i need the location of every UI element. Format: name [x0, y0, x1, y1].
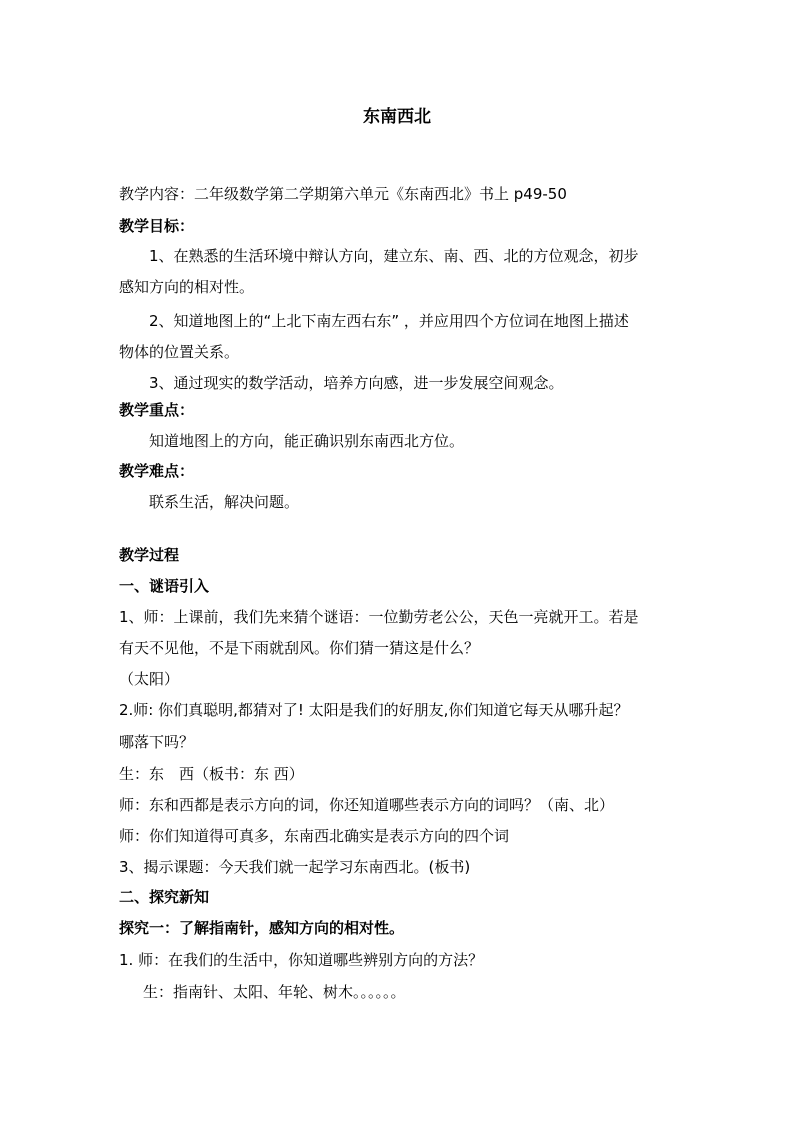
objective-1-line-1: 1、在熟悉的生活环境中辩认方向，建立东、南、西、北的方位观念，初步: [149, 247, 639, 265]
objectives-heading: 教学目标：: [119, 217, 195, 235]
key-points-text: 知道地图上的方向，能正确识别东南西北方位。: [149, 432, 465, 450]
teacher-question-line: 师：东和西都是表示方向的词，你还知道哪些表示方向的词吗？（南、北）: [119, 796, 615, 814]
exploration-1-heading: 探究一：了解指南针，感知方向的相对性。: [119, 919, 405, 937]
topic-reveal-line: 3、揭示课题：今天我们就一起学习东南西北。(板书): [119, 858, 471, 876]
section-1-heading: 一、谜语引入: [119, 577, 210, 595]
dialogue-2-line-2: 哪落下吗？: [119, 733, 195, 751]
process-heading: 教学过程: [119, 546, 180, 564]
key-points-heading: 教学重点：: [119, 401, 195, 419]
teacher-remark-line: 师：你们知道得可真多，东南西北确实是表示方向的四个词: [119, 827, 510, 845]
objective-2-line-2: 物体的位置关系。: [119, 343, 240, 361]
document-title: 东南西北: [363, 107, 431, 127]
riddle-line-2: 有天不见他，不是下雨就刮风。你们猜一猜这是什么？: [119, 639, 480, 657]
objective-1-line-2: 感知方向的相对性。: [119, 278, 255, 296]
objective-3-line: 3、通过现实的数学活动，培养方向感，进一步发展空间观念。: [149, 374, 564, 392]
exploration-question-line: 1. 师：在我们的生活中，你知道哪些辨别方向的方法？: [119, 951, 484, 969]
objective-2-line-1: 2、知道地图上的“上北下南左西右东” ，并应用四个方位词在地图上描述: [149, 312, 629, 330]
difficulties-text: 联系生活，解决问题。: [149, 493, 300, 511]
exploration-answer-line: 生：指南针、太阳、年轮、树木。。。。。。: [143, 983, 406, 1001]
riddle-answer: （太阳）: [119, 670, 180, 688]
section-2-heading: 二、探究新知: [119, 888, 210, 906]
student-answer-line: 生：东 西（板书：东 西）: [119, 765, 304, 783]
riddle-line-1: 1、师：上课前，我们先来猜个谜语：一位勤劳老公公，天色一亮就开工。若是: [119, 608, 639, 626]
dialogue-2-line-1: 2.师: 你们真聪明,都猜对了! 太阳是我们的好朋友,你们知道它每天从哪升起？: [119, 701, 629, 719]
difficulties-heading: 教学难点：: [119, 462, 195, 480]
teaching-content-line: 教学内容：二年级数学第二学期第六单元《东南西北》书上 p49-50: [119, 185, 567, 203]
